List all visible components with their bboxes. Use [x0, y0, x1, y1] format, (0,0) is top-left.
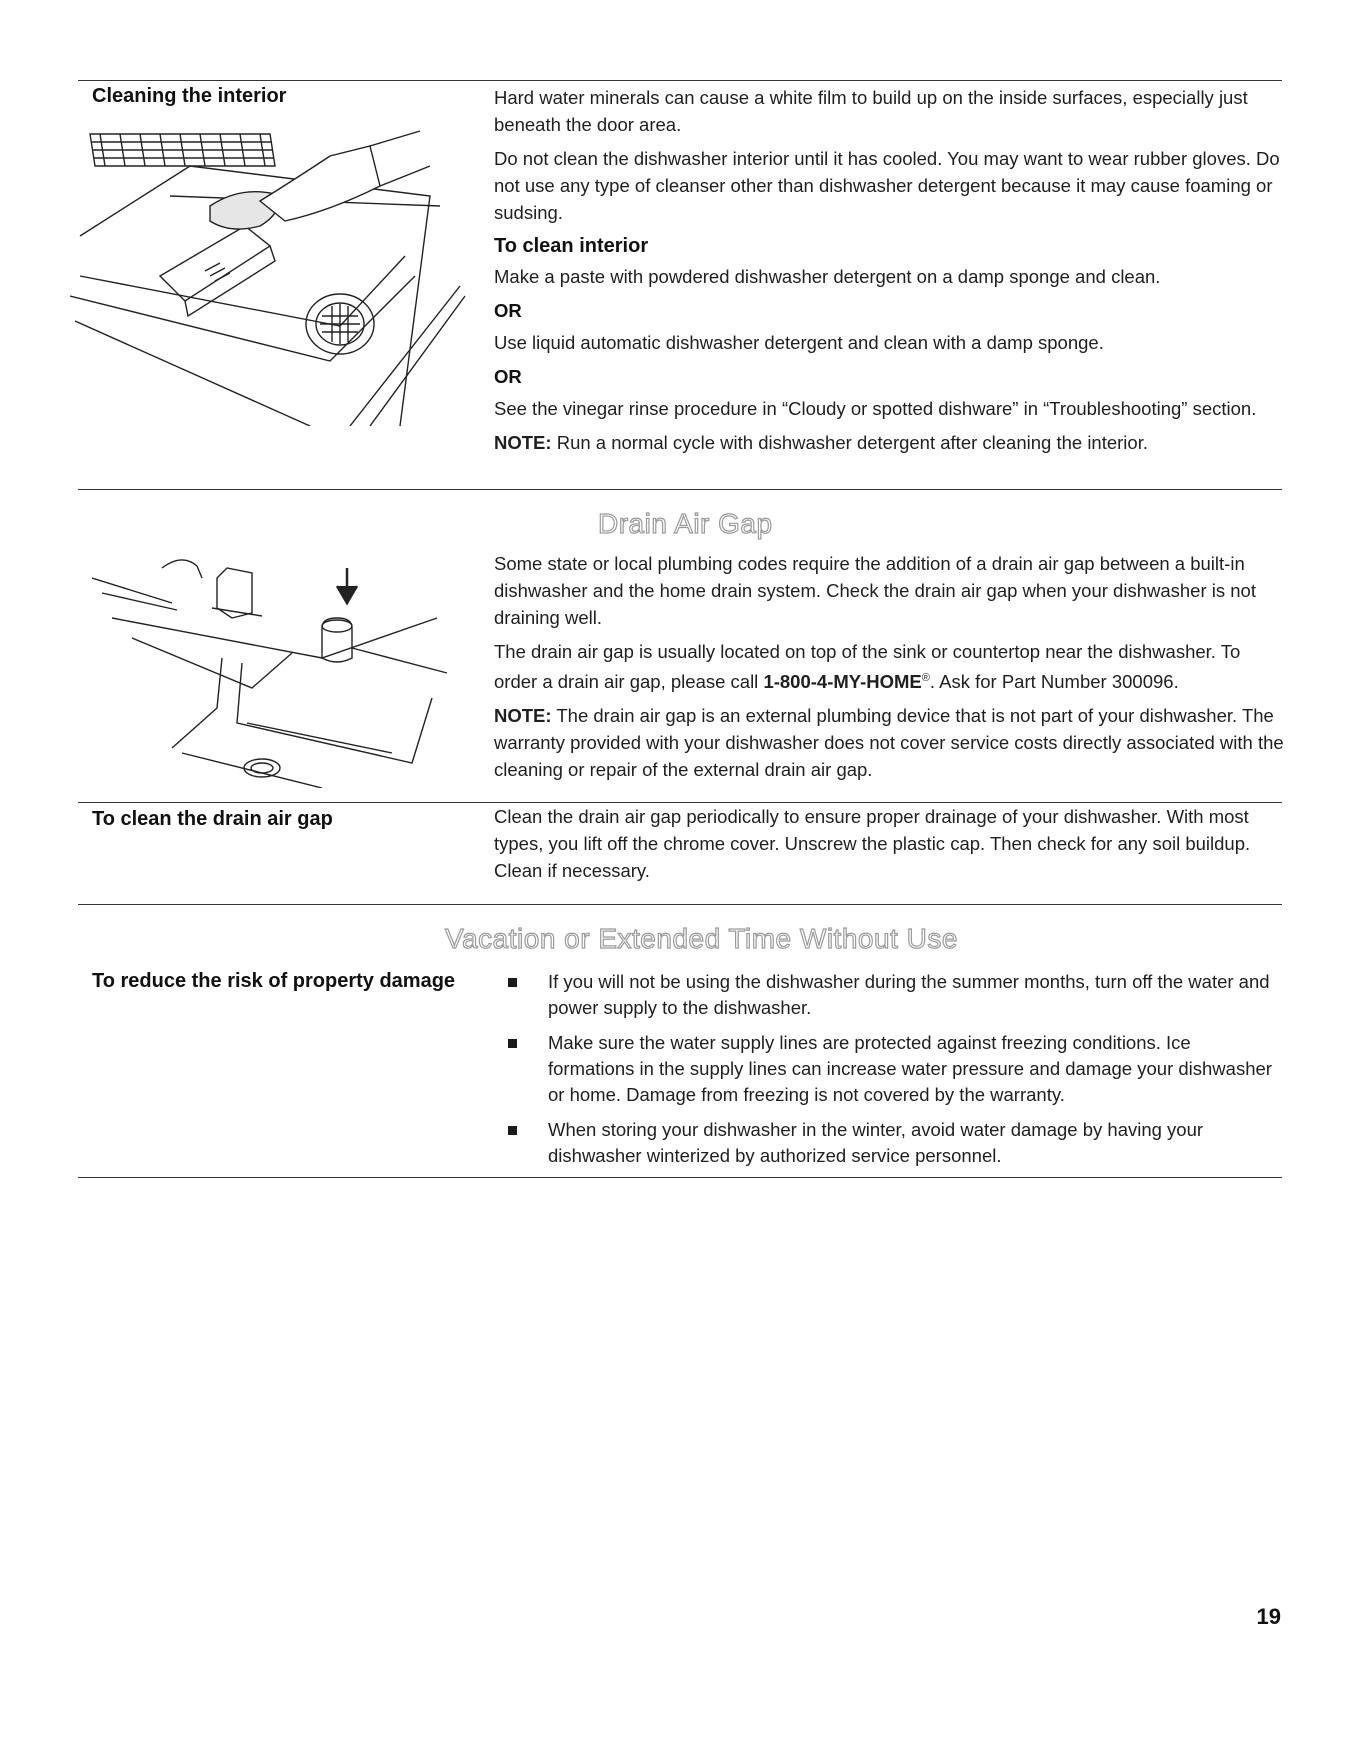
drain-para-2-end: . Ask for Part Number 300096.	[929, 671, 1179, 693]
list-item: When storing your dishwasher in the winter, avoid water damage by having your dishwasher winterized by authorized service personnel.	[508, 1117, 1278, 1169]
cleaning-interior-heading: Cleaning the interior	[92, 85, 287, 107]
dishwasher-interior-illustration	[70, 126, 470, 426]
or-separator-1: OR	[494, 300, 522, 321]
top-rule	[78, 80, 1282, 81]
drain-air-gap-body	[494, 550, 1284, 790]
clean-drain-air-gap-heading: To clean the drain air gap	[92, 808, 333, 830]
registered-mark: ®	[921, 672, 930, 684]
drain-para-2-start: The drain air gap is usually located on top of the sink or countertop near the dishwasher. To order a drain air gap, please call	[494, 641, 1241, 693]
clean-interior-subheading: To clean interior	[494, 235, 649, 257]
or-separator-2: OR	[494, 366, 522, 387]
bottom-rule	[78, 1177, 1282, 1178]
section-rule-vacation	[78, 904, 1282, 905]
cleaning-para-2: Do not clean the dishwasher interior until it has cooled. You may want to wear rubber gloves. Do not use any type of cleanser other than dishwasher detergent because it may cause foaming or sudsing.	[494, 148, 1280, 223]
reduce-risk-heading: To reduce the risk of property damage	[92, 970, 456, 992]
sink-air-gap-illustration	[92, 548, 472, 788]
page-number: 19	[1256, 1604, 1281, 1629]
drain-note	[494, 702, 1284, 783]
note-label: NOTE:	[494, 432, 552, 453]
drain-air-gap-title: Drain Air Gap	[598, 508, 773, 539]
cleaning-para-1: Hard water minerals can cause a white film to build up on the inside surfaces, especially just beneath the door area.	[494, 87, 1248, 135]
vacation-title: Vacation or Extended Time Without Use	[445, 923, 958, 954]
list-item: If you will not be using the dishwasher during the summer months, turn off the water and power supply to the dishwasher.	[508, 969, 1278, 1021]
drain-para-1: Some state or local plumbing codes require the addition of a drain air gap between a built-in dishwasher and the home drain system. Check the drain air gap when your dishwasher is not draining well.	[494, 553, 1256, 628]
vacation-bullet-list	[508, 969, 1278, 1178]
drain-note-text: The drain air gap is an external plumbing device that is not part of your dishwasher. The warranty provided with your dishwasher does not cover service costs directly associated with the cleaning or repair of the external drain air gap.	[494, 705, 1284, 781]
cleaning-interior-body	[494, 84, 1284, 463]
phone-number: 1-800-4-MY-HOME	[763, 671, 922, 693]
clean-step-1: Make a paste with powdered dishwasher detergent on a damp sponge and clean.	[494, 266, 1161, 287]
clean-step-3: See the vinegar rinse procedure in “Cloudy or spotted dishware” in “Troubleshooting” section.	[494, 398, 1257, 419]
section-rule-drain	[78, 489, 1282, 490]
note-text: Run a normal cycle with dishwasher detergent after cleaning the interior.	[551, 432, 1148, 453]
clean-step-2: Use liquid automatic dishwasher detergent and clean with a damp sponge.	[494, 332, 1104, 353]
clean-drain-body	[494, 803, 1284, 891]
drain-note-label: NOTE:	[494, 705, 552, 727]
cleaning-note	[494, 429, 1284, 456]
drain-para-2	[494, 638, 1284, 695]
list-item: Make sure the water supply lines are protected against freezing conditions. Ice formations in the supply lines can increase water pressure and damage your dishwasher or home. Damage from freezing is not covered by the warranty.	[508, 1030, 1278, 1108]
clean-drain-text: Clean the drain air gap periodically to ensure proper drainage of your dishwasher. With most types, you lift off the chrome cover. Unscrew the plastic cap. Then check for any soil buildup. Clean if necessary.	[494, 806, 1251, 881]
